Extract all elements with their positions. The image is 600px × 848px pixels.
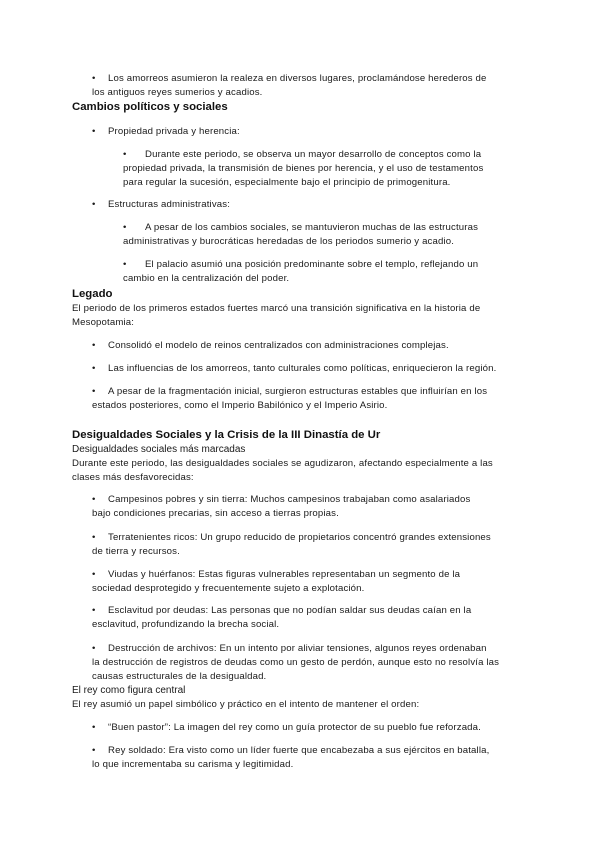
list-item-continuation: de tierra y recursos. [92,546,180,557]
list-item: • Terratenientes ricos: Un grupo reducido de propietarios concentró grandes extensiones [92,532,491,543]
subheading: Desigualdades sociales más marcadas [72,444,246,455]
list-item: • “Buen pastor”: La imagen del rey como un guía protector de su pueblo fue reforzada. [92,722,481,733]
list-item: • Rey soldado: Era visto como un líder fuerte que encabezaba a sus ejércitos en batalla, [92,745,490,756]
list-item-continuation: propiedad privada, la transmisión de bienes por herencia, y el uso de testamentos [123,163,484,174]
list-item: • Destrucción de archivos: En un intento por aliviar tensiones, algunos reyes ordenaban [92,643,487,654]
paragraph-line: Mesopotamia: [72,317,135,328]
list-item: • A pesar de la fragmentación inicial, surgieron estructuras estables que influirían en los [92,386,488,397]
list-item-continuation: los antiguos reyes sumerios y acadios. [92,87,263,98]
list-item: • Esclavitud por deudas: Las personas que no podían saldar sus deudas caían en la [92,605,472,616]
list-item: • Consolidó el modelo de reinos centralizados con administraciones complejas. [92,340,449,351]
list-item: • Viudas y huérfanos: Estas figuras vulnerables representaban un segmento de la [92,569,461,580]
list-item-continuation: administrativas y burocráticas heredadas de los periodos sumerio y acadio. [123,236,455,247]
list-item: • Propiedad privada y herencia: [92,126,240,137]
paragraph-line: Durante este periodo, las desigualdades sociales se agudizaron, afectando especialmente a las [72,458,493,469]
paragraph-line: El rey asumió un papel simbólico y práctico en el intento de mantener el orden: [72,699,420,710]
list-item-continuation: la destrucción de registros de deudas como un gesto de perdón, aunque esto no resolvía las [92,657,500,668]
bullet: • [92,73,96,84]
list-item: • El palacio asumió una posición predominante sobre el templo, reflejando un [123,259,479,270]
list-item-continuation: causas estructurales de la desigualdad. [92,671,267,682]
list-item-continuation: bajo condiciones precarias, sin acceso a tierras propias. [92,508,339,519]
list-item: • Estructuras administrativas: [92,199,231,210]
subheading: El rey como figura central [72,685,186,696]
list-item-continuation: esclavitud, profundizando la brecha social. [92,619,280,630]
list-item-continuation: cambio en la centralización del poder. [123,273,290,284]
section-heading: Cambios políticos y sociales [72,101,228,113]
list-item-continuation: sociedad desprotegido y frecuentemente sujeto a explotación. [92,583,365,594]
list-item: • Los amorreos asumieron la realeza en diversos lugares, proclamándose herederos de [92,73,487,84]
list-item-continuation: para regular la sucesión, especialmente bajo el principio de primogenitura. [123,177,451,188]
paragraph-line: clases más desfavorecidas: [72,472,194,483]
list-item: • Campesinos pobres y sin tierra: Muchos campesinos trabajaban como asalariados [92,494,471,505]
list-item: • Las influencias de los amorreos, tanto culturales como políticas, enriquecieron la región. [92,363,497,374]
section-heading: Desigualdades Sociales y la Crisis de la III Dinastía de Ur [72,429,381,441]
paragraph-line: El periodo de los primeros estados fuertes marcó una transición significativa en la historia de [72,303,481,314]
list-item: • A pesar de los cambios sociales, se mantuvieron muchas de las estructuras [123,222,479,233]
section-heading: Legado [72,288,113,300]
list-item-continuation: estados posteriores, como el Imperio Babilónico y el Imperio Asirio. [92,400,388,411]
list-item-continuation: lo que incrementaba su carisma y legitimidad. [92,759,294,770]
list-item: • Durante este periodo, se observa un mayor desarrollo de conceptos como la [123,149,482,160]
